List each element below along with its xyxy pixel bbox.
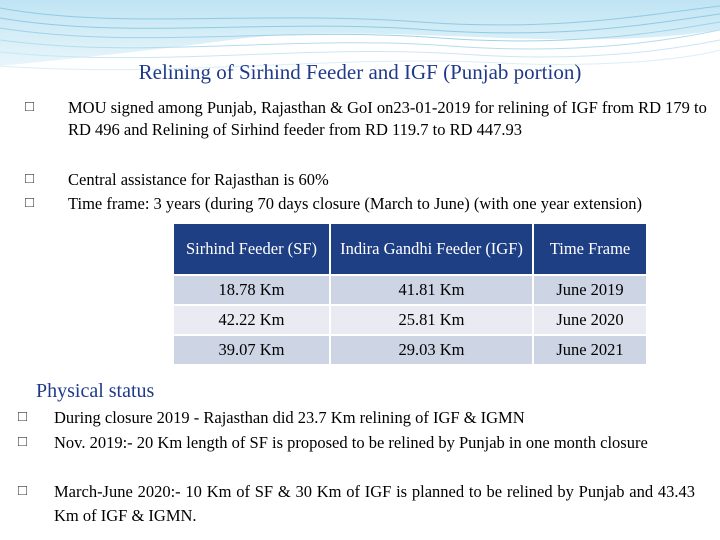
physical-status-heading: Physical status — [36, 380, 155, 402]
bullet-closure-2019: During closure 2019 - Rajasthan did 23.7 Km relining of IGF & IGMN — [54, 408, 525, 427]
slide-title: Relining of Sirhind Feeder and IGF (Punjab portion) — [138, 60, 582, 84]
table-header-row — [174, 224, 646, 274]
table-cell: 18.78 Km — [174, 276, 329, 304]
table-cell: June 2020 — [534, 306, 646, 334]
bullet-time-frame: Time frame: 3 years (during 70 days closure (March to June) (with one year extension) — [68, 194, 642, 213]
bullet-icon: □ — [25, 99, 35, 115]
bullet-icon: □ — [18, 483, 28, 499]
bullet-central-assistance: Central assistance for Rajasthan is 60% — [68, 170, 329, 189]
table-cell: 39.07 Km — [174, 336, 329, 364]
header-sirhind-feeder: Sirhind Feeder (SF) — [174, 224, 329, 274]
table-cell: June 2021 — [534, 336, 646, 364]
table-row — [174, 336, 646, 364]
header-time-frame: Time Frame — [534, 224, 646, 274]
bullet-nov-2019: Nov. 2019:- 20 Km length of SF is proposed to be relined by Punjab in one month closure — [54, 433, 648, 452]
relining-schedule-table — [172, 222, 648, 366]
bullet-icon: □ — [18, 434, 28, 450]
header-indira-gandhi-feeder: Indira Gandhi Feeder (IGF) — [331, 224, 532, 274]
table-cell: June 2019 — [534, 276, 646, 304]
table-cell: 42.22 Km — [174, 306, 329, 334]
table-row — [174, 276, 646, 304]
table-cell: 41.81 Km — [331, 276, 532, 304]
bullet-march-june-2020: March-June 2020:- 10 Km of SF & 30 Km of IGF is planned to be relined by Punjab and 43.43 Km of IGF & IGMN. — [54, 482, 695, 525]
bullet-icon: □ — [25, 195, 35, 211]
table-row — [174, 306, 646, 334]
table-cell: 29.03 Km — [331, 336, 532, 364]
bullet-icon: □ — [18, 409, 28, 425]
bullet-icon: □ — [25, 171, 35, 187]
table-cell: 25.81 Km — [331, 306, 532, 334]
bullet-mou: MOU signed among Punjab, Rajasthan & GoI on23-01-2019 for relining of IGF from RD 179 to RD 496 and Relining of Sirhind feeder from RD 119.7 to RD 447.93 — [68, 98, 707, 139]
